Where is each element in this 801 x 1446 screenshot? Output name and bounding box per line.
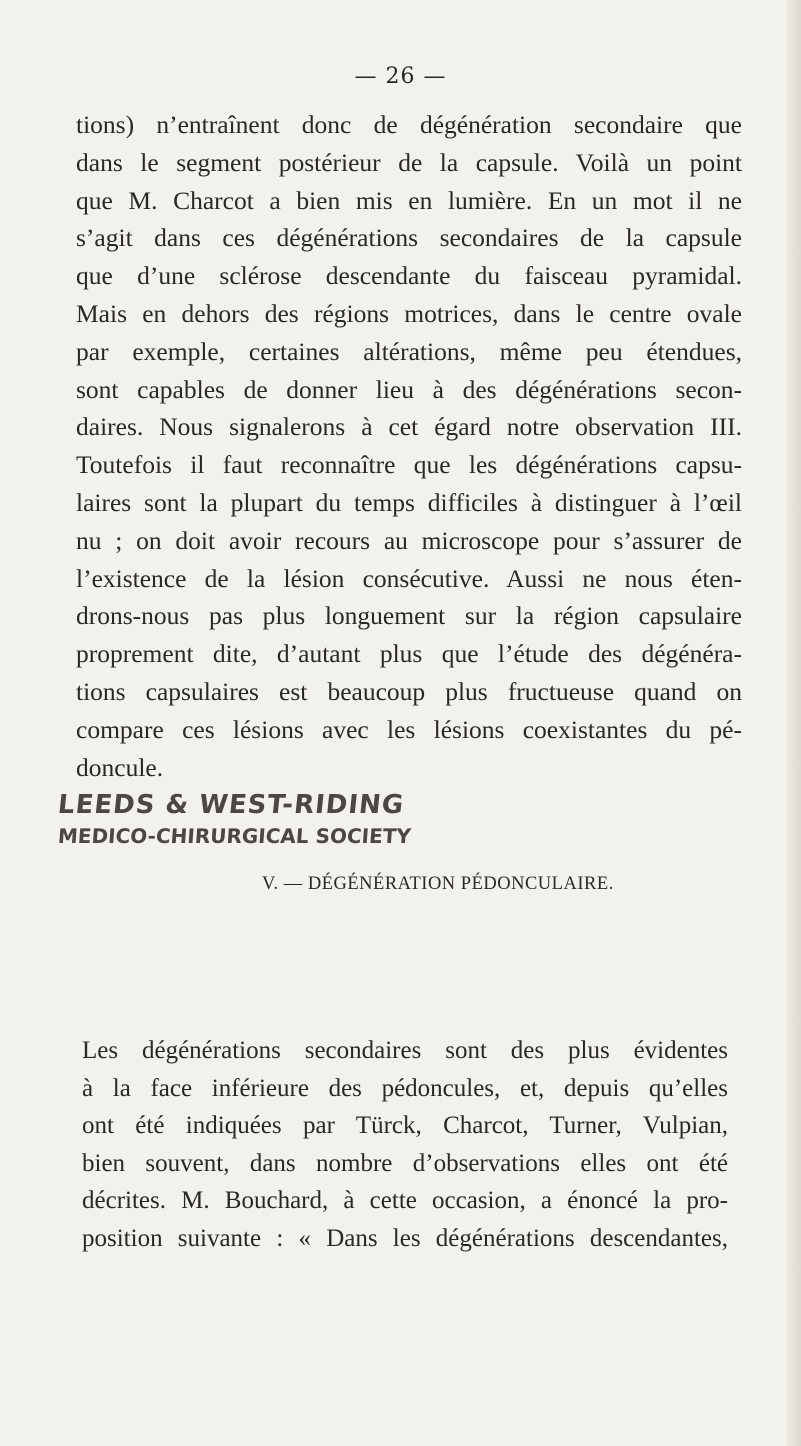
text-line: ont été indiquées par Türck, Charcot, Turner, Vulpian, <box>82 1112 728 1139</box>
text-line: laires sont la plupart du temps difficiles à distinguer à l’œil <box>76 487 742 517</box>
text-line: dans le segment postérieur de la capsule. Voilà un point <box>76 147 742 177</box>
stamp-line: LEEDS & WEST-RIDING <box>56 790 406 820</box>
stamp-line: MEDICO-CHIRURGICAL SOCIETY <box>57 824 412 848</box>
text-line: daires. Nous signalerons à cet égard notre observation III. <box>76 412 742 442</box>
text-line: Toutefois il faut reconnaître que les dégénérations capsu- <box>76 450 742 480</box>
text-line: doncule. <box>76 752 164 782</box>
text-line: par exemple, certaines altérations, même peu étendues, <box>76 336 742 366</box>
text-line: décrites. M. Bouchard, à cette occasion, a énoncé la pro- <box>82 1187 728 1214</box>
text-line: l’existence de la lésion consécutive. Aussi ne nous éten- <box>76 563 742 593</box>
text-line: drons-nous pas plus longuement sur la région capsulaire <box>76 601 742 631</box>
text-line: nu ; on doit avoir recours au microscope pour s’assurer de <box>76 525 742 555</box>
library-stamp <box>58 790 411 848</box>
text-line: tions capsulaires est beaucoup plus fructueuse quand on <box>76 676 742 706</box>
text-line: Mais en dehors des régions motrices, dans le centre ovale <box>76 298 742 328</box>
text-line: s’agit dans ces dégénérations secondaires de la capsule <box>76 223 742 253</box>
page-edge <box>787 0 801 1446</box>
text-line: bien souvent, dans nombre d’observations elles ont été <box>82 1149 728 1177</box>
page-number: — 26 — <box>354 64 447 89</box>
text-line: Les dégénérations secondaires sont des plus évidentes <box>82 1037 728 1064</box>
paragraph-peduncular-degeneration <box>82 1032 728 1257</box>
text-line: que M. Charcot a bien mis en lumière. En un mot il ne <box>76 185 742 215</box>
text-line: tions) n’entraînent donc de dégénération secondaire que <box>76 110 742 139</box>
section-heading: V. — DÉGÉNÉRATION PÉDONCULAIRE. <box>262 874 614 894</box>
text-line: à la face inférieure des pédoncules, et, depuis qu’elles <box>82 1074 728 1102</box>
paragraph-capsular-degeneration <box>76 106 742 786</box>
text-line: que d’une sclérose descendante du faisceau pyramidal. <box>76 261 742 291</box>
text-line: position suivante : « Dans les dégénérations descendantes, <box>82 1224 728 1252</box>
text-line: compare ces lésions avec les lésions coexistantes du pé- <box>76 714 742 744</box>
text-line: proprement dite, d’autant plus que l’étude des dégénéra- <box>76 639 742 669</box>
text-line: sont capables de donner lieu à des dégénérations secon- <box>76 374 742 404</box>
